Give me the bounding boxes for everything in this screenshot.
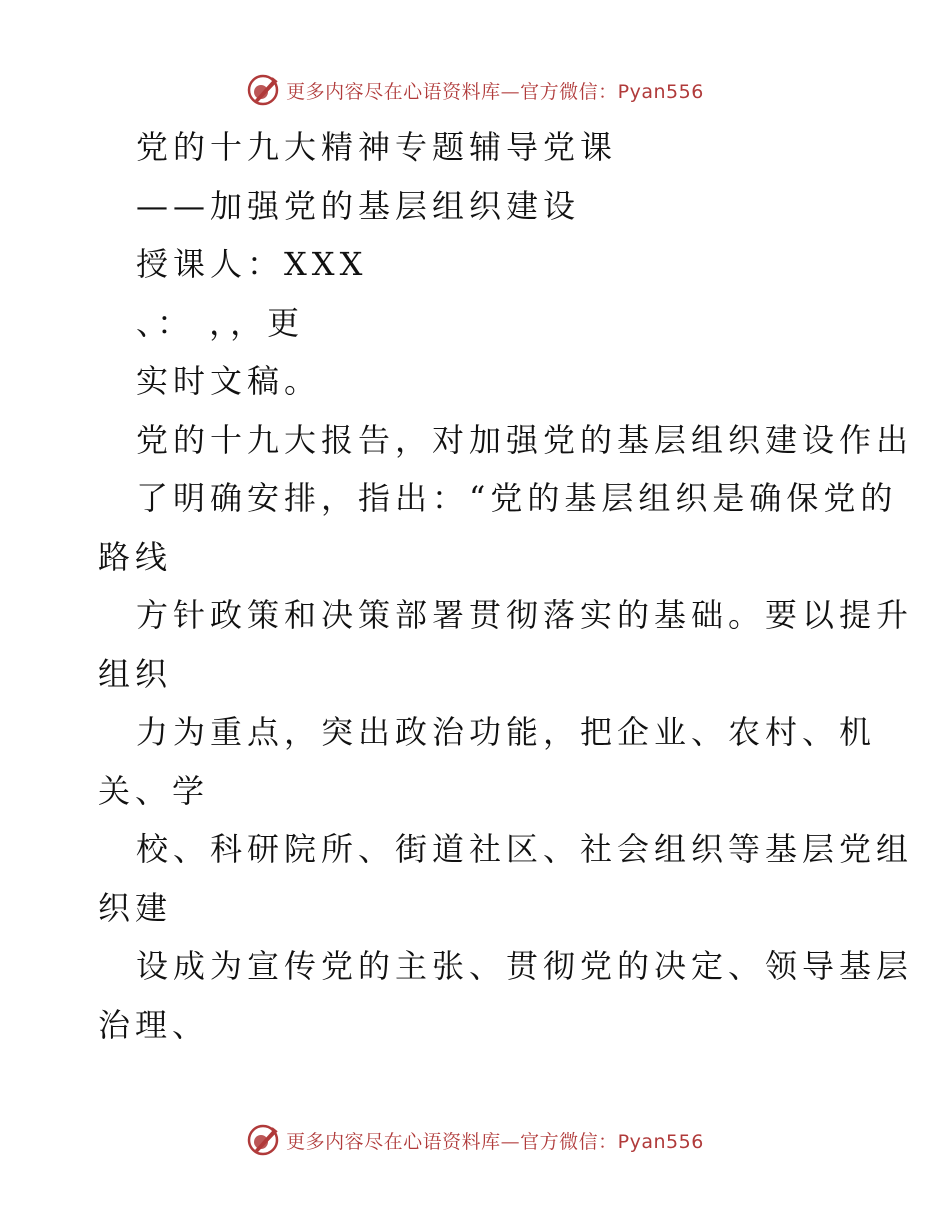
banner-main-text: 更多内容尽在心语资料库 (286, 1130, 501, 1153)
banner-wechat-text: 官方微信：Pyan556 (520, 80, 704, 103)
banner-text (286, 77, 704, 104)
banner-text (286, 1127, 704, 1154)
document-line: 治理、 (98, 1005, 210, 1044)
banner-separator: — (500, 80, 521, 103)
document-line: 党的十九大报告，对加强党的基层组织建设作出 (136, 420, 914, 459)
banner-main-text: 更多内容尽在心语资料库 (286, 80, 501, 103)
document-line: 织建 (98, 888, 173, 927)
pen-seal-icon (246, 73, 280, 107)
document-line: 关、学 (98, 771, 210, 810)
pen-seal-icon (246, 1123, 280, 1157)
document-line: 实时文稿。 (136, 362, 322, 400)
document-line: 方针政策和决策部署贯彻落实的基础。要以提升 (136, 596, 914, 634)
banner-wechat-text: 官方微信：Pyan556 (520, 1130, 704, 1153)
document-line: 组织 (98, 654, 173, 693)
document-line: 党的十九大精神专题辅导党课 (136, 128, 618, 166)
footer-watermark-banner (0, 1120, 950, 1160)
document-line: 设成为宣传党的主张、贯彻党的决定、领导基层 (136, 947, 914, 985)
banner-separator: — (500, 1130, 521, 1153)
document-line: ——加强党的基层组织建设 (136, 186, 581, 225)
document-line: 校、科研院所、街道社区、社会组织等基层党组 (136, 830, 914, 868)
header-watermark-banner (0, 70, 950, 110)
document-line: 、： ，，更 (136, 303, 305, 342)
document-body (0, 118, 950, 1054)
document-line: 路线 (98, 537, 173, 576)
document-line: 力为重点，突出政治功能，把企业、农村、机 (136, 713, 877, 751)
document-line: 了明确安排，指出：“党的基层组织是确保党的 (136, 479, 898, 517)
document-line: 授课人：XXX (136, 245, 368, 283)
